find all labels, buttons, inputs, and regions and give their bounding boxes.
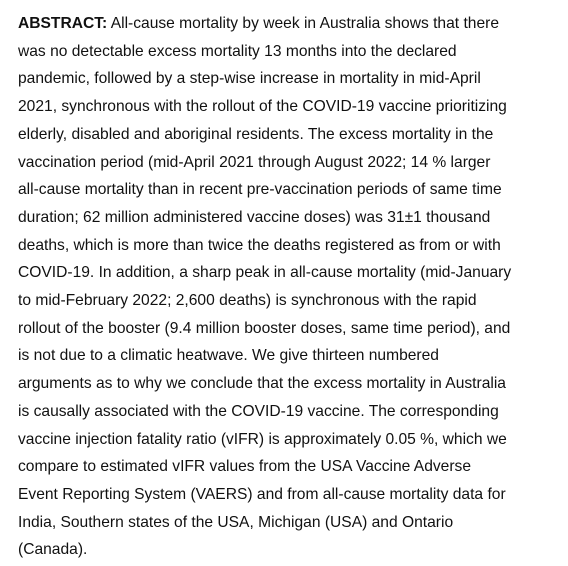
abstract-block bbox=[18, 10, 558, 564]
abstract-text: to mid-February 2022; 2,600 deaths) is synchronous with the rapid bbox=[18, 292, 477, 310]
abstract-text: rollout of the booster (9.4 million booster doses, same time period), and bbox=[18, 319, 511, 337]
abstract-text: is not due to a climatic heatwave. We give thirteen numbered bbox=[18, 347, 439, 365]
abstract-text: arguments as to why we conclude that the excess mortality in Australia bbox=[18, 375, 506, 393]
abstract-text: Event Reporting System (VAERS) and from all-cause mortality data for bbox=[18, 485, 506, 503]
abstract-heading: ABSTRACT: bbox=[18, 15, 108, 32]
abstract-text: vaccination period (mid-April 2021 through August 2022; 14 % larger bbox=[18, 153, 491, 171]
abstract-text: 2021, synchronous with the rollout of the COVID-19 vaccine prioritizing bbox=[18, 98, 507, 116]
abstract-text: pandemic, followed by a step-wise increase in mortality in mid-April bbox=[18, 70, 481, 88]
abstract-text: was no detectable excess mortality 13 months into the declared bbox=[18, 42, 457, 60]
abstract-text: vaccine injection fatality ratio (vIFR) is approximately 0.05 %, which we bbox=[18, 430, 507, 448]
abstract-text: (Canada). bbox=[18, 541, 88, 559]
abstract-line-1 bbox=[18, 10, 558, 38]
abstract-text: elderly, disabled and aboriginal residents. The excess mortality in the bbox=[18, 125, 494, 143]
abstract-text: All-cause mortality by week in Australia shows that there bbox=[107, 15, 499, 32]
abstract-text: deaths, which is more than twice the deaths registered as from or with bbox=[18, 236, 501, 254]
abstract-text: is causally associated with the COVID-19 vaccine. The corresponding bbox=[18, 402, 499, 420]
abstract-text: compare to estimated vIFR values from the USA Vaccine Adverse bbox=[18, 458, 471, 476]
abstract-text: COVID-19. In addition, a sharp peak in all-cause mortality (mid-January bbox=[18, 264, 512, 282]
abstract-text: India, Southern states of the USA, Michigan (USA) and Ontario bbox=[18, 513, 454, 531]
abstract-text: all-cause mortality than in recent pre-vaccination periods of same time bbox=[18, 181, 502, 199]
abstract-text: duration; 62 million administered vaccine doses) was 31±1 thousand bbox=[18, 208, 491, 226]
